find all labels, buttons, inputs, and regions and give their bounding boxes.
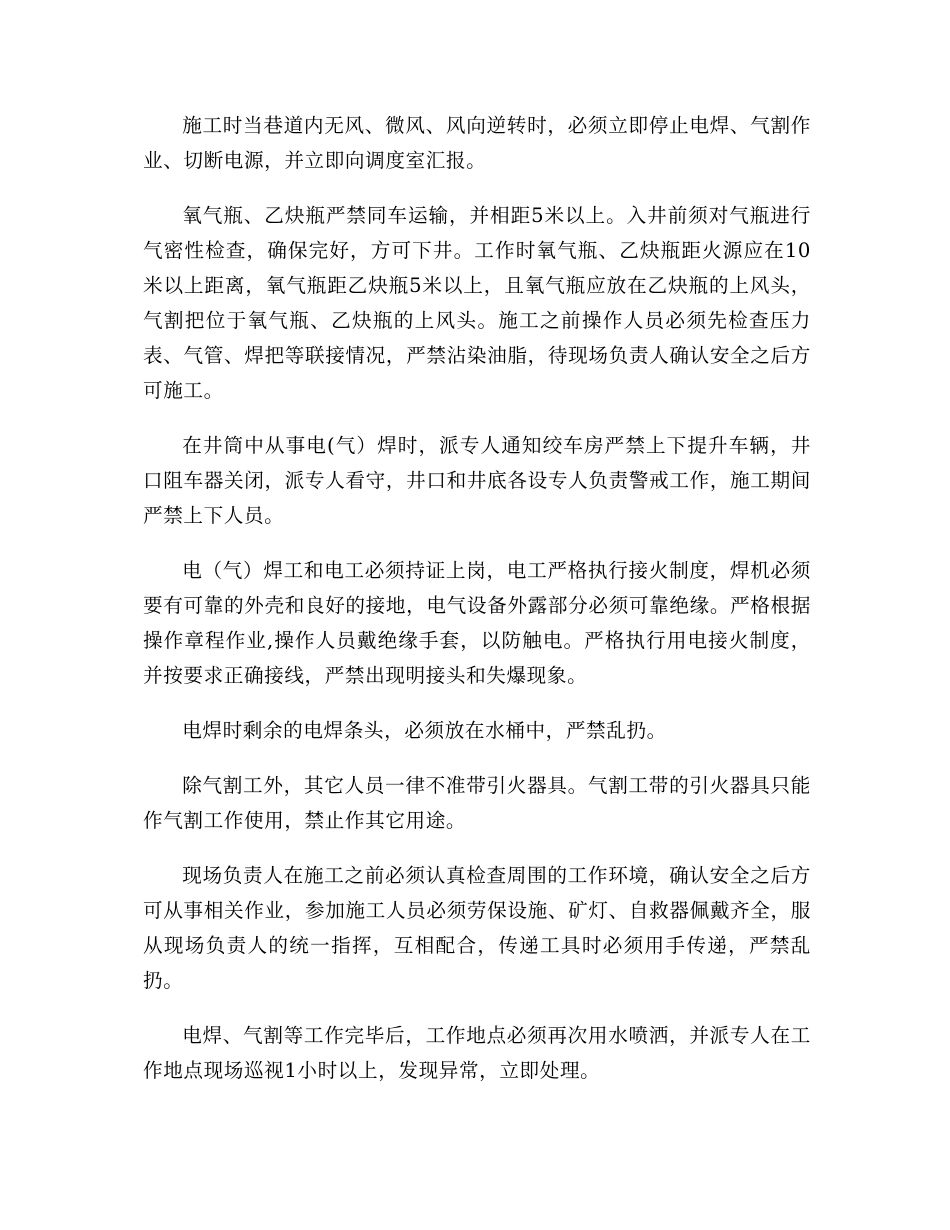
paragraph-after-work: 电焊、气割等工作完毕后，工作地点必须再次用水喷洒，并派专人在工作地点现场巡视1小时以上，发现异常，立即处理。 bbox=[143, 1024, 811, 1082]
paragraph-gas-cylinders: 氧气瓶、乙炔瓶严禁同车运输，并相距5米以上。入井前须对气瓶进行气密性检查，确保完好，方可下井。工作时氧气瓶、乙炔瓶距火源应在10米以上距离，氧气瓶距乙炔瓶5米以上，且氧气瓶应放在乙炔瓶的上风头，气割把位于氧气瓶、乙炔瓶的上风头。施工之前操作人员必须先检查压力表、气管、焊把等联接情况，严禁沾染油脂，待现场负责人确认安全之后方可施工。 bbox=[143, 204, 811, 402]
paragraph-ignition-devices: 除气割工外，其它人员一律不准带引火器具。气割工带的引火器具只能作气割工作使用，禁止作其它用途。 bbox=[143, 774, 811, 832]
paragraph-site-supervisor: 现场负责人在施工之前必须认真检查周围的工作环境，确认安全之后方可从事相关作业，参加施工人员必须劳保设施、矿灯、自救器佩戴齐全，服从现场负责人的统一指挥，互相配合，传递工具时必须用手传递，严禁乱扔。 bbox=[143, 864, 811, 992]
paragraph-electrician-certification: 电（气）焊工和电工必须持证上岗，电工严格执行接火制度，焊机必须要有可靠的外壳和良好的接地，电气设备外露部分必须可靠绝缘。严格根据操作章程作业,操作人员戴绝缘手套，以防触电。严格执行用电接火制度，并按要求正确接线，严禁出现明接头和失爆现象。 bbox=[143, 559, 811, 687]
document-body bbox=[143, 108, 811, 1108]
paragraph-no-wind-stop-work: 施工时当巷道内无风、微风、风向逆转时，必须立即停止电焊、气割作业、切断电源，并立即向调度室汇报。 bbox=[143, 114, 811, 172]
paragraph-electrode-stubs: 电焊时剩余的电焊条头，必须放在水桶中，严禁乱扔。 bbox=[182, 719, 667, 742]
paragraph-shaft-welding: 在井筒中从事电(气）焊时，派专人通知绞车房严禁上下提升车辆，井口阻车器关闭，派专人看守，井口和井底各设专人负责警戒工作，施工期间严禁上下人员。 bbox=[143, 434, 811, 527]
